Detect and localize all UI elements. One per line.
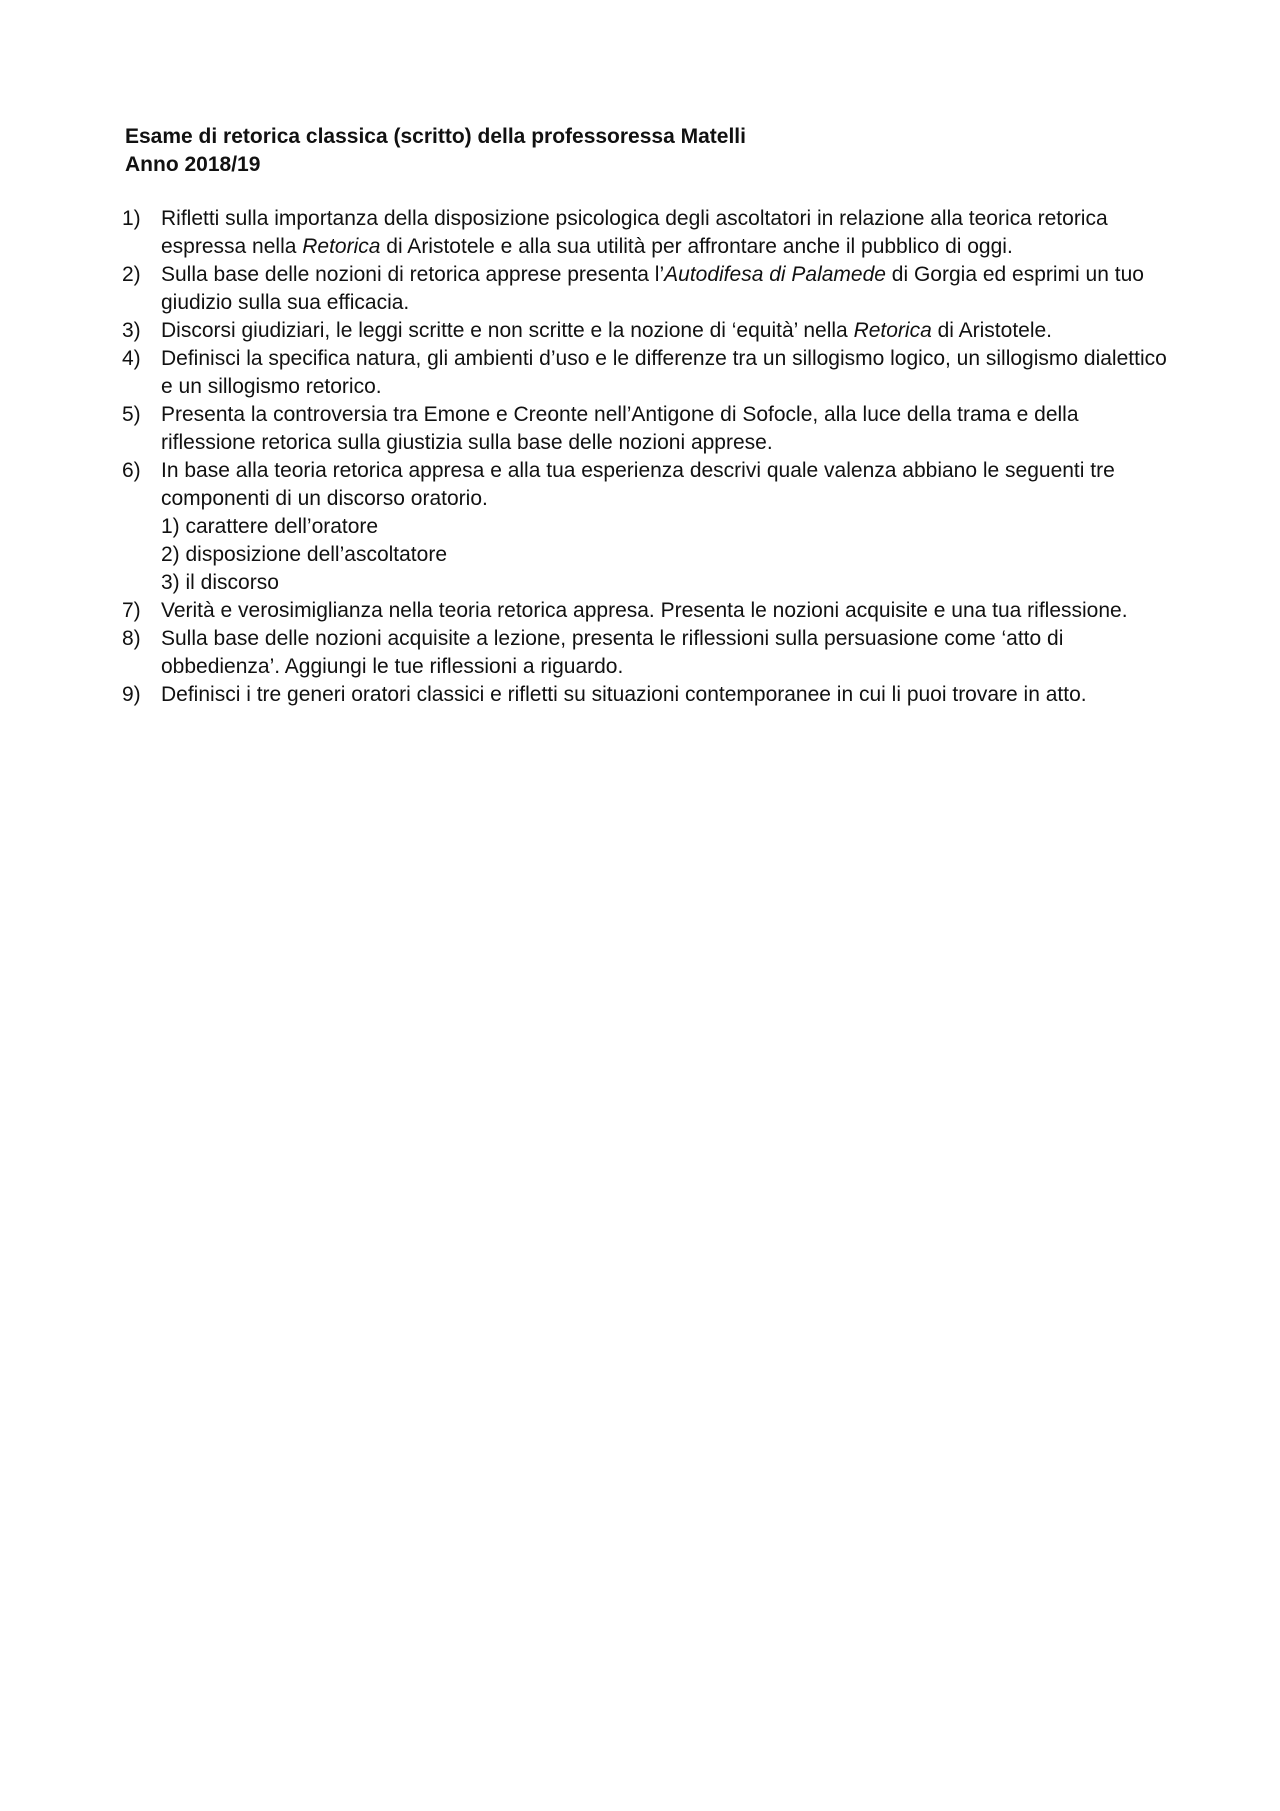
question-item	[122, 205, 1172, 261]
question-text: In base alla teoria retorica appresa e alla tua esperienza descrivi quale valenza abbiano le seguenti tre componenti di un discorso oratorio.	[161, 459, 1115, 510]
question-number: 6)	[122, 459, 141, 482]
question-item	[122, 345, 1172, 401]
question-item	[122, 681, 1172, 709]
question-number: 3)	[122, 319, 141, 342]
sub-item: 1) carattere dell’oratore	[161, 515, 379, 538]
question-item	[122, 317, 1172, 345]
question-body	[161, 205, 1172, 261]
question-text: Discorsi giudiziari, le leggi scritte e non scritte e la nozione di ‘equità’ nella Retorica di Aristotele.	[161, 319, 1053, 342]
question-number: 2)	[122, 263, 141, 286]
question-number: 4)	[122, 347, 141, 370]
question-body	[161, 681, 1172, 709]
question-body	[161, 261, 1172, 317]
document-year: Anno 2018/19	[125, 153, 261, 176]
question-text: Verità e verosimiglianza nella teoria retorica appresa. Presenta le nozioni acquisite e una tua riflessione.	[161, 599, 1128, 622]
question-text: Sulla base delle nozioni acquisite a lezione, presenta le riflessioni sulla persuasione come ‘atto di obbedienza’. Aggiungi le tue riflessioni a riguardo.	[161, 627, 1064, 678]
question-item	[122, 261, 1172, 317]
question-body	[161, 345, 1172, 401]
question-number: 9)	[122, 683, 141, 706]
question-number: 8)	[122, 627, 141, 650]
question-body	[161, 457, 1172, 597]
question-item	[122, 625, 1172, 681]
question-number: 7)	[122, 599, 141, 622]
question-body	[161, 625, 1172, 681]
italic-title: Retorica	[853, 319, 932, 342]
document-title: Esame di retorica classica (scritto) della professoressa Matelli	[125, 125, 746, 148]
question-body	[161, 401, 1172, 457]
italic-title: Autodifesa di Palamede	[664, 263, 886, 286]
question-text: Rifletti sulla importanza della disposizione psicologica degli ascoltatori in relazione alla teorica retorica espressa nella Retorica di Aristotele e alla sua utilità per affrontare anche il pubblico di oggi.	[161, 207, 1108, 258]
question-number: 1)	[122, 207, 141, 230]
question-text: Definisci la specifica natura, gli ambienti d’uso e le differenze tra un sillogismo logico, un sillogismo dialettico e un sillogismo retorico.	[161, 347, 1167, 398]
question-text: Definisci i tre generi oratori classici e rifletti su situazioni contemporanee in cui li puoi trovare in atto.	[161, 683, 1087, 706]
document-header	[125, 123, 1165, 179]
question-list	[122, 205, 1172, 709]
question-body	[161, 597, 1172, 625]
question-text: Presenta la controversia tra Emone e Creonte nell’Antigone di Sofocle, alla luce della trama e della riflessione retorica sulla giustizia sulla base delle nozioni apprese.	[161, 403, 1079, 454]
italic-title: Retorica	[302, 235, 381, 258]
question-body	[161, 317, 1172, 345]
question-item	[122, 597, 1172, 625]
question-item	[122, 401, 1172, 457]
question-number: 5)	[122, 403, 141, 426]
sub-item: 3) il discorso	[161, 571, 279, 594]
question-item	[122, 457, 1172, 597]
question-text: Sulla base delle nozioni di retorica apprese presenta l’Autodifesa di Palamede di Gorgia ed esprimi un tuo giudizio sulla sua efficacia.	[161, 263, 1144, 314]
sub-item: 2) disposizione dell’ascoltatore	[161, 543, 447, 566]
